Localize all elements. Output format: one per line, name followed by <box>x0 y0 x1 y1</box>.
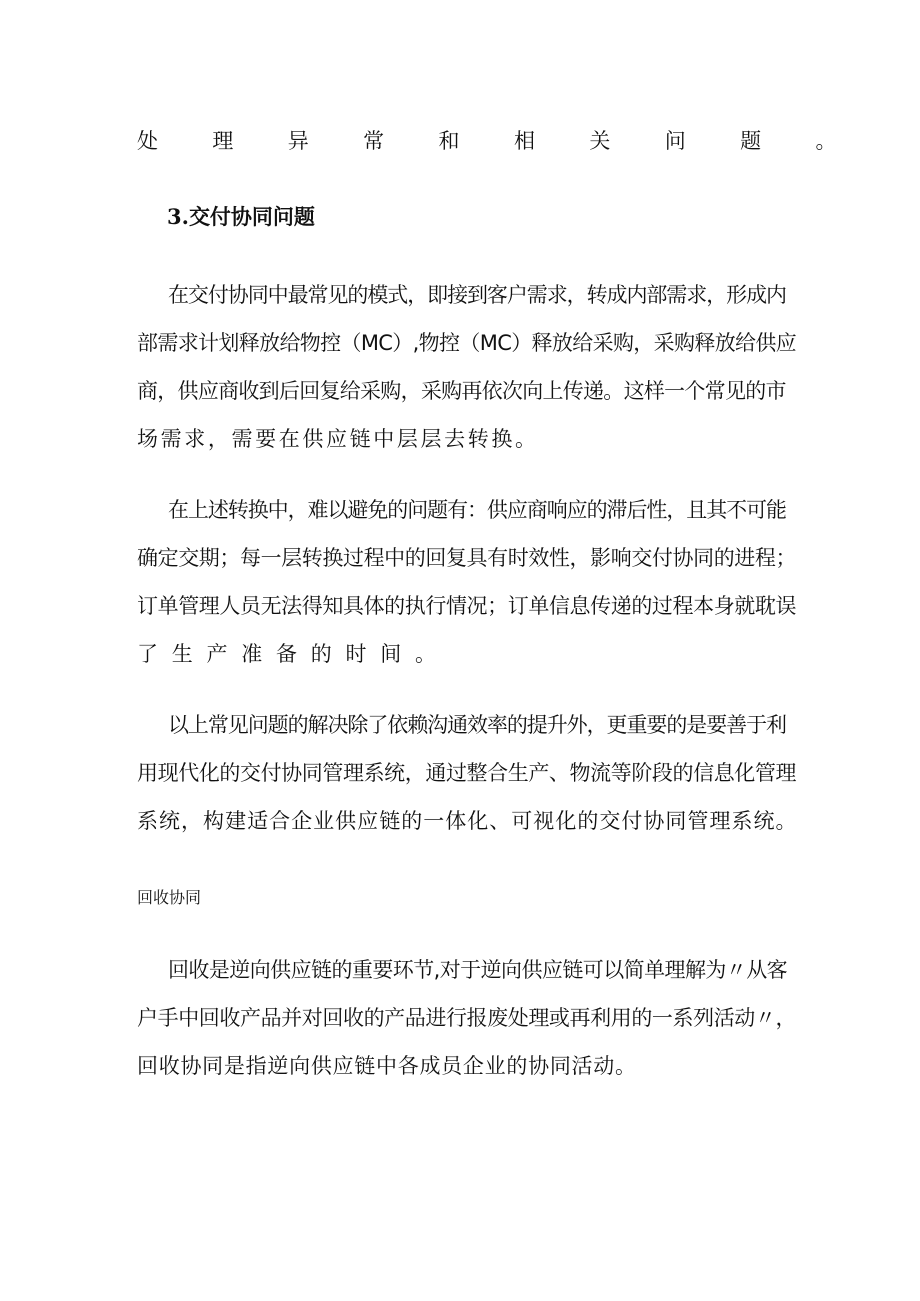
paragraph-line: 在交付协同中最常见的模式，即接到客户需求，转成内部需求，形成内 <box>168 283 786 307</box>
paragraph-line: 系统，构建适合企业供应链的一体化、可视化的交付协同管理系统。 <box>137 809 798 833</box>
paragraph-line: 用现代化的交付协同管理系统，通过整合生产、物流等阶段的信息化管理 <box>137 761 797 785</box>
paragraph-line: 了生产准备的时间。 <box>137 642 450 666</box>
section-heading <box>167 203 315 231</box>
paragraph-line: 回收是逆向供应链的重要环节,对于逆向供应链可以简单理解为〃从客 <box>168 958 788 982</box>
section-title: 交付协同问题 <box>188 205 315 229</box>
paragraph-line: 以上常见问题的解决除了依赖沟通效率的提升外，更重要的是要善于利 <box>168 713 786 737</box>
subsection-heading: 回收协同 <box>137 888 202 907</box>
section-number: 3. <box>167 204 189 229</box>
paragraph-line: 部需求计划释放给物控（MC）,物控（MC）释放给采购，采购释放给供应 <box>137 331 797 355</box>
paragraph-line: 户手中回收产品并对回收的产品进行报废处理或再利用的一系列活动〃， <box>137 1006 797 1030</box>
paragraph-line: 商，供应商收到后回复给采购，采购再依次向上传递。这样一个常见的市 <box>137 379 786 403</box>
paragraph-line: 回收协同是指逆向供应链中各成员企业的协同活动。 <box>137 1054 637 1078</box>
paragraph-line: 处理异常和相关问题。 <box>137 129 891 153</box>
paragraph-line: 在上述转换中，难以避免的问题有：供应商响应的滞后性，且其不可能 <box>168 498 786 522</box>
paragraph-line: 场需求，需要在供应链中层层去转换。 <box>137 427 539 451</box>
paragraph-line: 确定交期；每一层转换过程中的回复具有时效性，影响交付协同的进程； <box>137 546 797 570</box>
paragraph-line: 订单管理人员无法得知具体的执行情况；订单信息传递的过程本身就耽误 <box>137 594 797 618</box>
